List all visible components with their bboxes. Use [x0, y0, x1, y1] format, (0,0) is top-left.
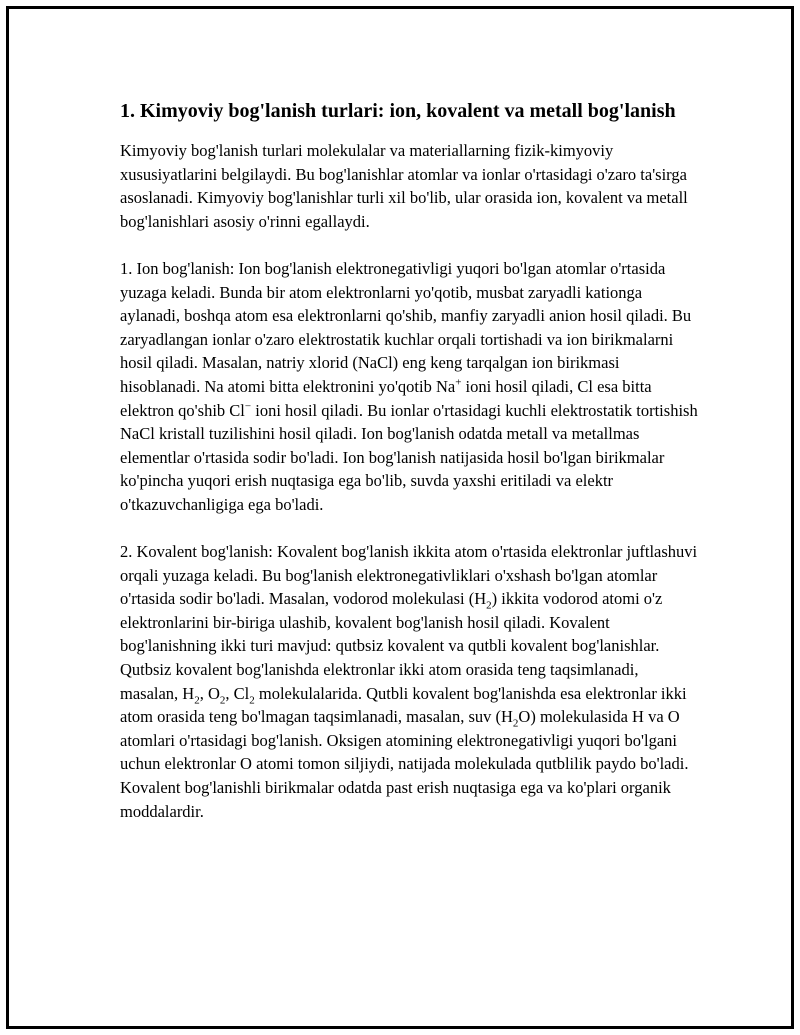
kov-text-5: molekulalarida. Qutbli kovalent bog'lanishda esa elektronlar ikki atom orasida teng bo'lmagan taqsimlanadi, masalan, suv (H	[120, 683, 687, 727]
kov-text-6: O) molekulasida H va O atomlari o'rtasidagi bog'lanish. Oksigen atomining elektronegativligi yuqori bo'lgani uchun elektronlar O atomi tomon siljiydi, natijada molekulada qutblilik paydo bo'ladi. Kovalent bog'lanishli birikmalar odatda past erish nuqtasiga ega va ko'plari organik moddalardir.	[120, 707, 689, 821]
h2-subscript: 2	[486, 599, 492, 612]
ion-text-1: 1. Ion bog'lanish: Ion bog'lanish elektronegativligi yuqori bo'lgan atomlar o'rtasida yuzaga keladi. Bunda bir atom elektronlarni yo'qotib, musbat zaryadli kationga aylanadi, boshqa atom esa elektronlarni qo'shib, manfiy zaryadli anion hosil qiladi. Bu zaryadlangan ionlar o'zaro elektrostatik kuchlar orqali tortishadi va ion birikmalarni hosil qiladi. Masalan, natriy xlorid (NaCl) eng keng tarqalgan ion birikmasi hisoblanadi. Na atomi bitta elektronini yo'qotib Na	[120, 258, 692, 396]
page-frame	[6, 6, 794, 1029]
cl-minus-charge: −	[244, 400, 252, 413]
ion-text-2: ioni hosil qiladi, Cl esa bitta elektron qo'shib Cl	[120, 376, 652, 420]
kov-text-3: , O	[199, 683, 220, 703]
na-plus-charge: +	[455, 376, 462, 389]
covalent-bond-paragraph	[120, 540, 700, 823]
document-content	[120, 97, 700, 847]
o2-subscript: 2	[219, 693, 226, 706]
kov-text-2: ) ikkita vodorod atomi o'z elektronlarini bir-biriga ulashib, kovalent bog'lanish hosil qiladi. Kovalent bog'lanishning ikki turi mavjud: qutbsiz kovalent va qutbli kovalent bog'lanishlar. Qutbsiz kovalent bog'lanishda elektronlar ikki atom orasida teng taqsimlanadi, masalan, H	[120, 589, 663, 703]
ion-bond-paragraph	[120, 257, 700, 517]
kov-text-4: , Cl	[225, 683, 250, 703]
h2o-subscript: 2	[512, 717, 519, 730]
kov-text-1: 2. Kovalent bog'lanish: Kovalent bog'lanish ikkita atom o'rtasida elektronlar juftlashuvi orqali yuzaga keladi. Bu bog'lanish elektronegativliklari o'xshash bo'lgan atomlar o'rtasida sodir bo'ladi. Masalan, vodorod molekulasi (H	[120, 542, 698, 609]
section-title: 1. Kimyoviy bog'lanish turlari: ion, kovalent va metall bog'lanish	[120, 100, 676, 122]
intro-paragraph: Kimyoviy bog'lanish turlari molekulalar va materiallarning fizik-kimyoviy xususiyatlarini belgilaydi. Bu bog'lanishlar atomlar va ionlar o'rtasidagi o'zaro ta'sirga asoslanadi. Kimyoviy bog'lanishlar turli xil bo'lib, ular orasida ion, kovalent va metall bog'lanishlari asosiy o'rinni egallaydi.	[120, 141, 688, 231]
cl2-subscript: 2	[249, 693, 255, 706]
h2-subscript-2: 2	[194, 693, 200, 706]
ion-text-3: ioni hosil qiladi. Bu ionlar o'rtasidagi kuchli elektrostatik tortishish NaCl kristall tuzilishini hosil qiladi. Ion bog'lanish odatda metall va metallmas elementlar o'rtasida sodir bo'ladi. Ion bog'lanish natijasida hosil bo'lgan birikmalar ko'pincha yuqori erish nuqtasiga ega bo'lib, suvda yaxshi eritiladi va elektr o'tkazuvchanligiga ega bo'ladi.	[120, 400, 698, 514]
